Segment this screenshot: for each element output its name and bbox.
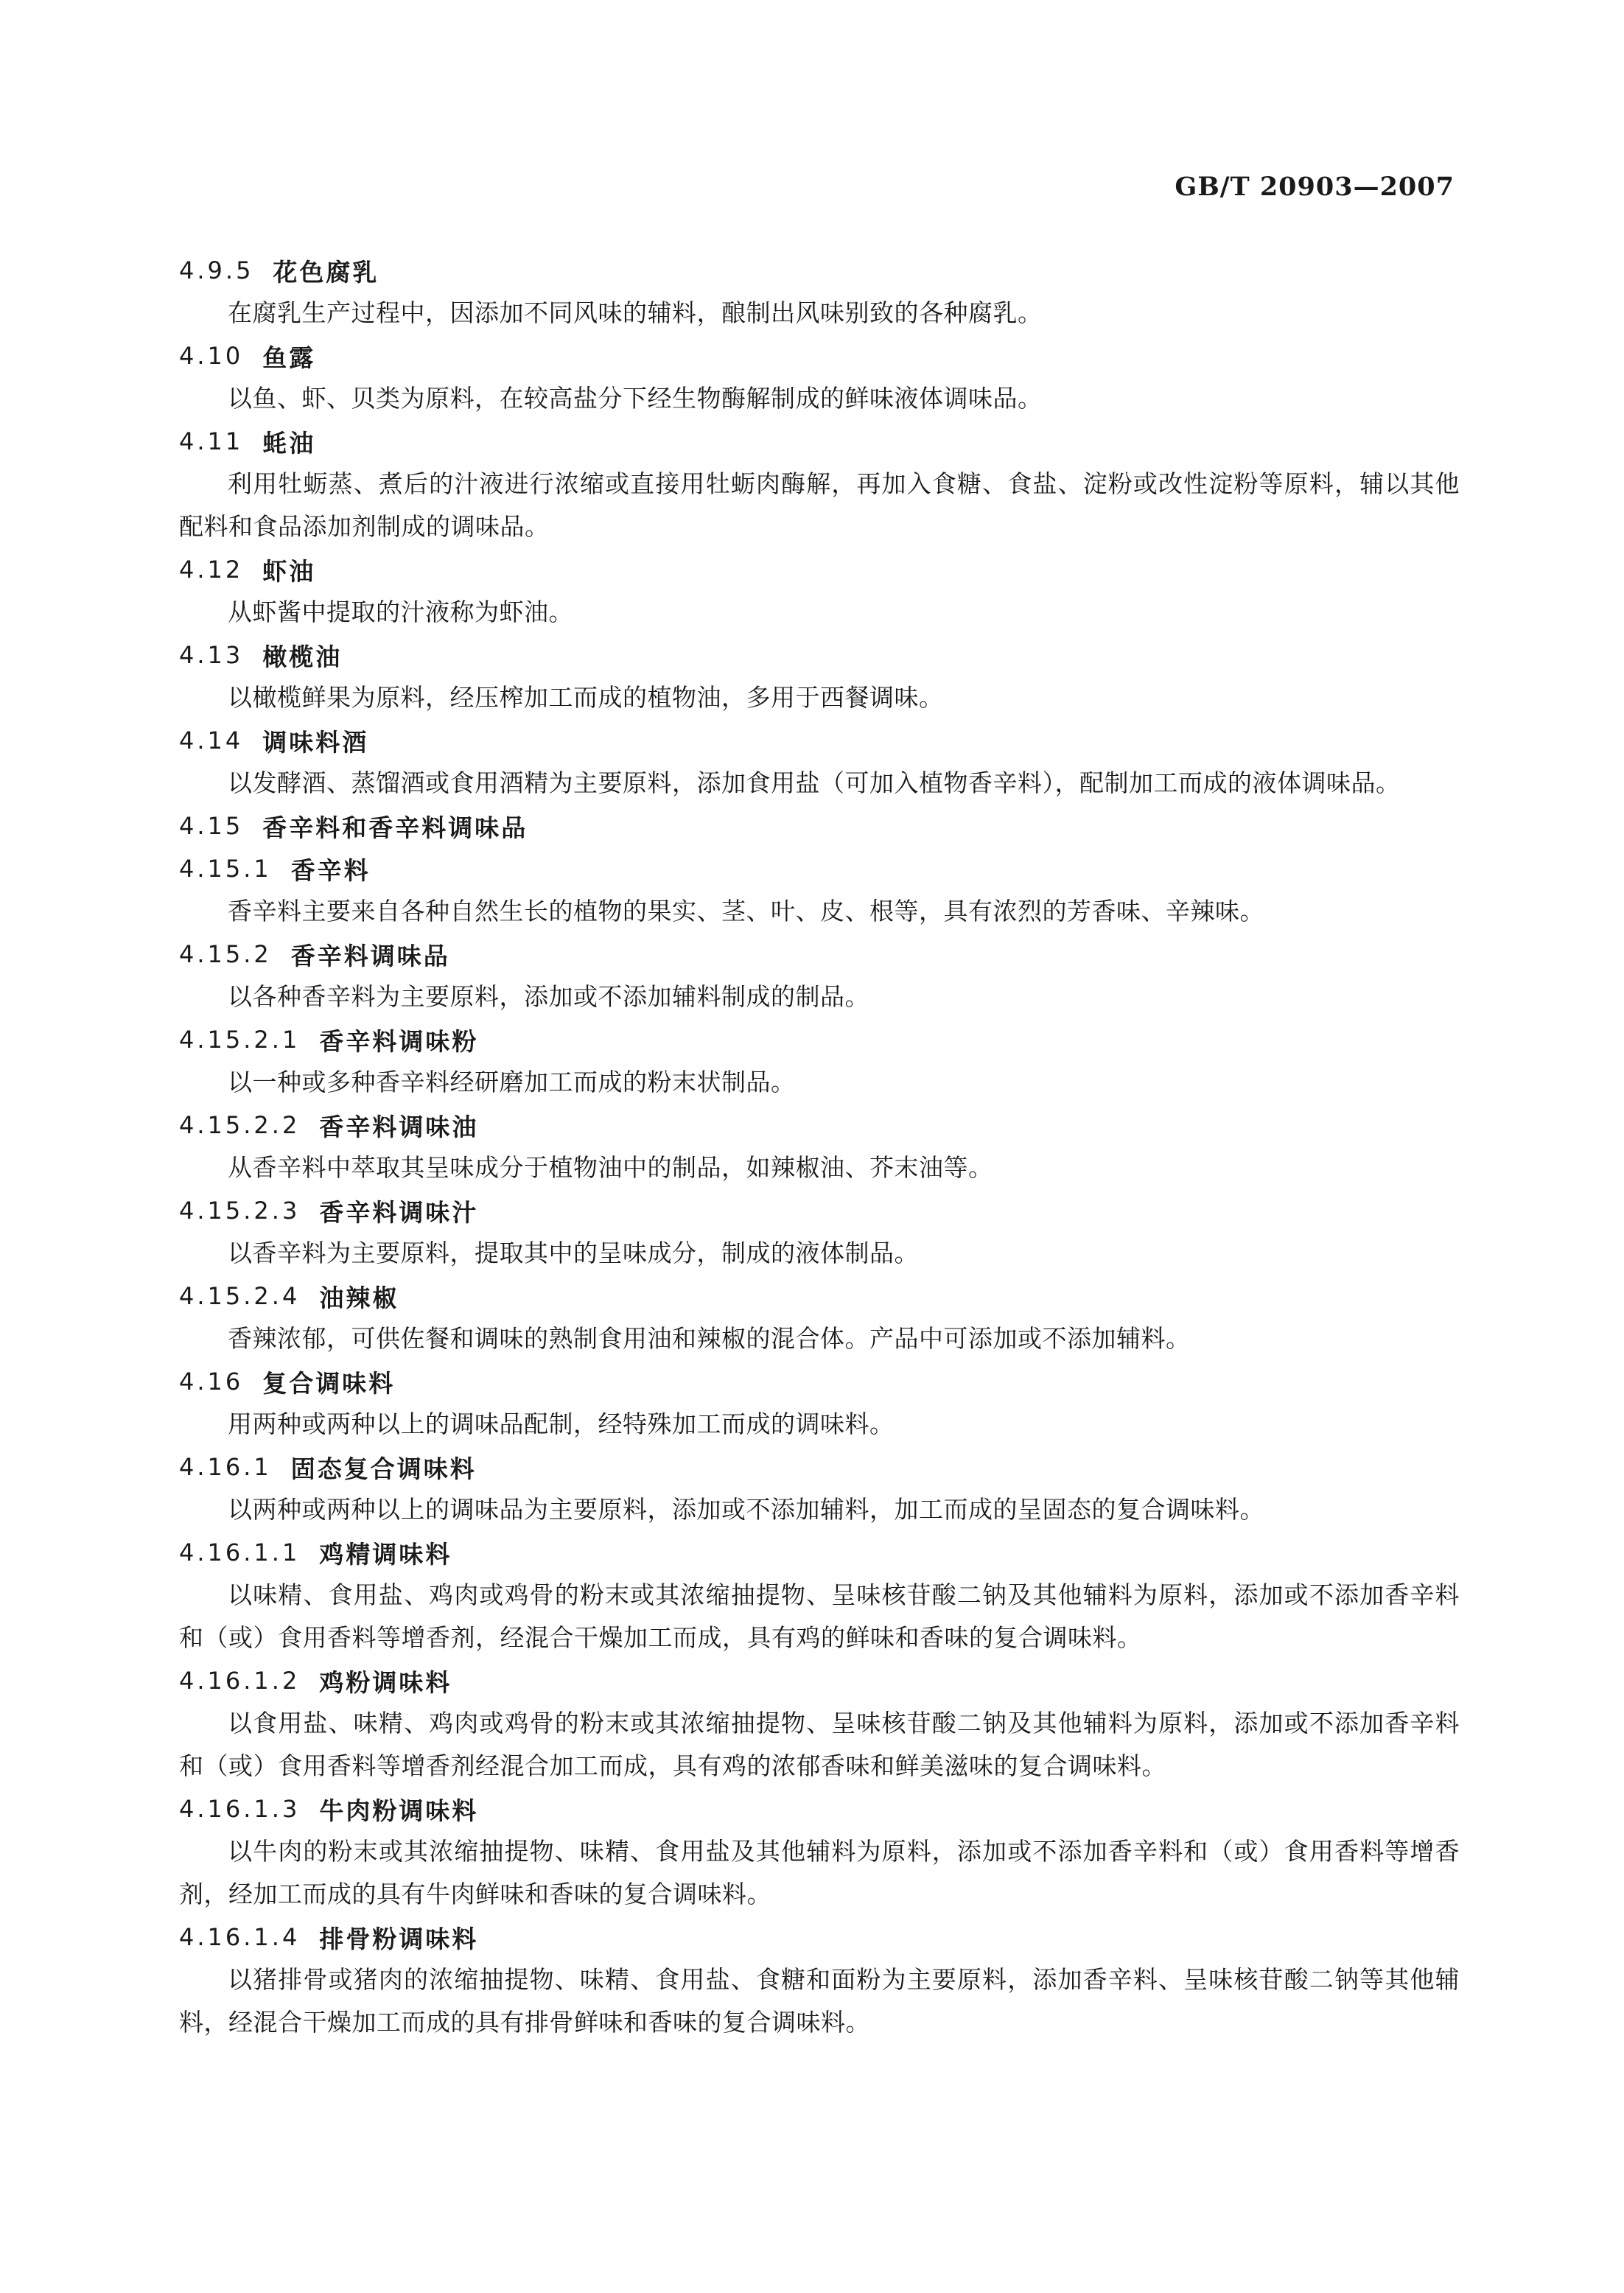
clause-4-15-2-1 xyxy=(179,1018,1460,1104)
clause-number: 4.9.5 xyxy=(179,256,254,284)
clause-number: 4.15.2.3 xyxy=(179,1197,301,1225)
clause-number: 4.15 xyxy=(179,812,244,840)
clause-heading xyxy=(179,1659,1460,1702)
clause-heading xyxy=(179,847,1460,890)
clause-heading xyxy=(179,1018,1460,1061)
clause-heading xyxy=(179,1531,1460,1574)
clause-heading xyxy=(179,249,1460,292)
clause-title: 香辛料调味品 xyxy=(290,941,450,970)
clause-text: 以牛肉的粉末或其浓缩抽提物、味精、食用盐及其他辅料为原料，添加或不添加香辛料和（或）食用香料等增香剂，经加工而成的具有牛肉鲜味和香味的复合调味料。 xyxy=(179,1837,1460,1908)
clause-heading xyxy=(179,1104,1460,1146)
clause-text: 以猪排骨或猪肉的浓缩抽提物、味精、食用盐、食糖和面粉为主要原料，添加香辛料、呈味核苷酸二钠等其他辅料，经混合干燥加工而成的具有排骨鲜味和香味的复合调味料。 xyxy=(179,1965,1460,2037)
clause-number: 4.11 xyxy=(179,427,244,455)
clause-4-9-5 xyxy=(179,249,1460,335)
clause-number: 4.10 xyxy=(179,342,244,370)
clause-heading xyxy=(179,634,1460,676)
clause-title: 橄榄油 xyxy=(262,642,343,671)
clause-text: 以一种或多种香辛料经研磨加工而成的粉末状制品。 xyxy=(228,1068,796,1096)
clause-4-16-1-3 xyxy=(179,1788,1460,1916)
clause-text: 以发酵酒、蒸馏酒或食用酒精为主要原料，添加食用盐（可加入植物香辛料），配制加工而成的液体调味品。 xyxy=(228,769,1401,797)
clause-4-16-1-2 xyxy=(179,1659,1460,1788)
clause-heading xyxy=(179,335,1460,377)
clause-text: 以各种香辛料为主要原料，添加或不添加辅料制成的制品。 xyxy=(228,982,869,1011)
clause-4-16 xyxy=(179,1360,1460,1446)
clause-number: 4.16.1 xyxy=(179,1453,272,1481)
clause-title: 牛肉粉调味料 xyxy=(319,1796,479,1825)
clause-text: 以味精、食用盐、鸡肉或鸡骨的粉末或其浓缩抽提物、呈味核苷酸二钠及其他辅料为原料，添加或不添加香辛料和（或）食用香料等增香剂，经混合干燥加工而成，具有鸡的鲜味和香味的复合调味料。 xyxy=(179,1580,1460,1652)
clause-number: 4.16 xyxy=(179,1368,244,1396)
clause-number: 4.16.1.4 xyxy=(179,1923,301,1951)
clause-heading xyxy=(179,1360,1460,1403)
clause-title: 虾油 xyxy=(262,556,316,586)
clause-text: 以橄榄鲜果为原料，经压榨加工而成的植物油，多用于西餐调味。 xyxy=(228,683,944,712)
clause-number: 4.15.2.1 xyxy=(179,1026,301,1054)
clause-heading xyxy=(179,933,1460,976)
clause-4-16-1 xyxy=(179,1446,1460,1531)
clause-title: 油辣椒 xyxy=(319,1283,399,1312)
clause-title: 香辛料和香辛料调味品 xyxy=(262,813,528,842)
clause-text: 用两种或两种以上的调味品配制，经特殊加工而成的调味料。 xyxy=(228,1410,895,1438)
clause-4-14 xyxy=(179,719,1460,805)
clause-number: 4.12 xyxy=(179,556,244,584)
clause-heading xyxy=(179,1916,1460,1958)
clause-heading xyxy=(179,420,1460,463)
clause-title: 香辛料调味粉 xyxy=(319,1026,479,1056)
clause-title: 固态复合调味料 xyxy=(290,1454,477,1483)
clause-title: 排骨粉调味料 xyxy=(319,1924,479,1953)
clause-4-16-1-4 xyxy=(179,1916,1460,2044)
clause-heading xyxy=(179,1275,1460,1317)
clause-4-15-2 xyxy=(179,933,1460,1018)
clause-title: 香辛料调味油 xyxy=(319,1112,479,1141)
clause-title: 鸡粉调味料 xyxy=(319,1667,452,1697)
clause-4-15-2-4 xyxy=(179,1275,1460,1360)
clause-title: 香辛料 xyxy=(290,855,371,885)
clause-4-13 xyxy=(179,634,1460,719)
clause-number: 4.16.1.2 xyxy=(179,1667,301,1695)
document-body xyxy=(179,249,1460,2044)
clause-text: 以香辛料为主要原料，提取其中的呈味成分，制成的液体制品。 xyxy=(228,1239,919,1267)
clause-text: 从虾酱中提取的汁液称为虾油。 xyxy=(228,598,573,626)
clause-heading xyxy=(179,548,1460,591)
clause-heading xyxy=(179,1788,1460,1830)
clause-number: 4.15.2.2 xyxy=(179,1111,301,1139)
clause-title: 蚝油 xyxy=(262,428,316,458)
clause-4-16-1-1 xyxy=(179,1531,1460,1659)
clause-title: 调味料酒 xyxy=(262,727,369,757)
clause-4-15-2-3 xyxy=(179,1189,1460,1275)
clause-text: 以两种或两种以上的调味品为主要原料，添加或不添加辅料，加工而成的呈固态的复合调味料。 xyxy=(228,1495,1264,1524)
clause-text: 以食用盐、味精、鸡肉或鸡骨的粉末或其浓缩抽提物、呈味核苷酸二钠及其他辅料为原料，添加或不添加香辛料和（或）食用香料等增香剂经混合加工而成，具有鸡的浓郁香味和鲜美滋味的复合调味料。 xyxy=(179,1709,1460,1780)
clause-title: 花色腐乳 xyxy=(273,257,379,287)
clause-4-15-2-2 xyxy=(179,1104,1460,1189)
clause-title: 复合调味料 xyxy=(262,1368,396,1398)
clause-title: 香辛料调味汁 xyxy=(319,1197,479,1227)
clause-heading xyxy=(179,1446,1460,1488)
clause-number: 4.15.1 xyxy=(179,855,272,883)
clause-heading xyxy=(179,805,1460,847)
clause-text: 香辣浓郁，可供佐餐和调味的熟制食用油和辣椒的混合体。产品中可添加或不添加辅料。 xyxy=(228,1324,1191,1353)
clause-4-11 xyxy=(179,420,1460,548)
clause-number: 4.16.1.1 xyxy=(179,1538,301,1566)
clause-text: 在腐乳生产过程中，因添加不同风味的辅料，酿制出风味别致的各种腐乳。 xyxy=(228,298,1043,327)
clause-4-10 xyxy=(179,335,1460,420)
clause-4-12 xyxy=(179,548,1460,634)
standard-code: GB/T 20903—2007 xyxy=(1175,172,1455,202)
clause-title: 鱼露 xyxy=(262,343,316,372)
clause-heading xyxy=(179,719,1460,762)
clause-number: 4.15.2 xyxy=(179,940,272,968)
clause-4-15 xyxy=(179,805,1460,847)
clause-4-15-1 xyxy=(179,847,1460,933)
clause-number: 4.13 xyxy=(179,641,244,669)
clause-number: 4.15.2.4 xyxy=(179,1282,301,1310)
clause-text: 香辛料主要来自各种自然生长的植物的果实、茎、叶、皮、根等，具有浓烈的芳香味、辛辣味。 xyxy=(228,897,1264,925)
clause-text: 以鱼、虾、贝类为原料，在较高盐分下经生物酶解制成的鲜味液体调味品。 xyxy=(228,384,1043,413)
clause-title: 鸡精调味料 xyxy=(319,1539,452,1569)
clause-number: 4.16.1.3 xyxy=(179,1795,301,1823)
clause-text: 从香辛料中萃取其呈味成分于植物油中的制品，如辣椒油、芥末油等。 xyxy=(228,1153,993,1182)
clause-text: 利用牡蛎蒸、煮后的汁液进行浓缩或直接用牡蛎肉酶解，再加入食糖、食盐、淀粉或改性淀粉等原料，辅以其他配料和食品添加剂制成的调味品。 xyxy=(179,469,1460,541)
clause-number: 4.14 xyxy=(179,727,244,755)
clause-heading xyxy=(179,1189,1460,1232)
